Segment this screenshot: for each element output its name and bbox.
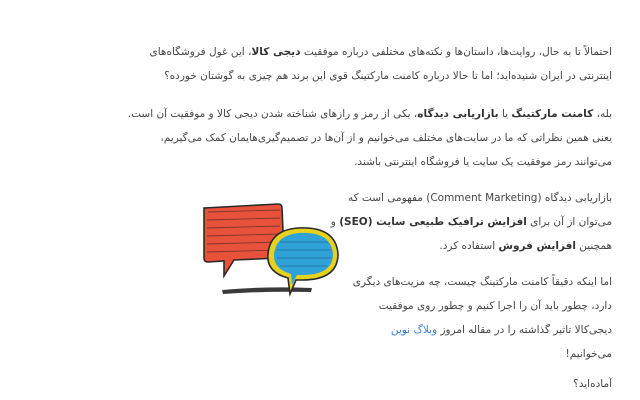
def-line-1: بازاریابی دیدگاه (Comment Marketing) مفهومی است که <box>347 192 612 204</box>
q-line-1: اما اینکه دقیقاً کامنت مارکتینگ چیست، چه مزیت‌های دیگری <box>352 276 612 288</box>
comment-marketing-fa-bold: بازاریابی دیدگاه <box>417 108 499 120</box>
ready-question: آماده‌اید؟ <box>573 378 612 390</box>
digikala-bold: دیجی کالا <box>251 46 301 58</box>
question-paragraph <box>353 270 612 366</box>
def-line-2: می‌توان از آن برای افزایش ترافیک طبیعی سایت (SEO) و <box>330 216 612 228</box>
intro-paragraph <box>150 40 612 88</box>
cm-line-3: می‌توانند رمز موفقیت یک سایت یا فروشگاه اینترنتی باشند. <box>354 156 612 168</box>
definition-paragraph <box>331 186 612 258</box>
speech-bubbles-icon <box>194 196 344 308</box>
sales-bold: افزایش فروش <box>498 240 576 252</box>
q-line-4: می‌خوانیم! <box>565 348 612 360</box>
q-line-3: دیجی‌کالا تاثیر گذاشته را در مقاله امروز وبلاگ نوین <box>390 324 612 336</box>
comment-marketing-paragraph <box>128 102 612 174</box>
intro-line-2: اینترنتی در ایران شنیده‌اید؛ اما تا حالا درباره کامنت مارکتینگ قوی این برند هم چیزی به گوشتان خورده؟ <box>164 70 612 82</box>
shadow-stroke <box>222 287 312 294</box>
q-line-2: دارد، چطور باید آن را اجرا کنیم و چطور روی موفقیت <box>378 300 612 312</box>
def-line-3: همچنین افزایش فروش استفاده کرد. <box>439 240 612 252</box>
seo-bold: افزایش ترافیک طبیعی سایت (SEO) <box>339 216 527 228</box>
cm-line-1: بله، کامنت مارکتینگ یا بازاریابی دیدگاه، یکی از رمز و رازهای شناخته شدن دیجی کالا و موفقیت آن است. <box>127 108 612 120</box>
intro-line-1: احتمالاً تا به حال، روایت‌ها، داستان‌ها و نکته‌های مختلفی درباره موفقیت دیجی کالا، این غول فروشگاه‌های <box>149 46 612 58</box>
novin-blog-link[interactable]: وبلاگ نوین <box>390 324 438 336</box>
comment-marketing-bold: کامنت مارکتینگ <box>511 108 594 120</box>
cm-line-2: یعنی همین نظراتی که ما در سایت‌های مختلف می‌خوانیم و از آن‌ها در تصمیم‌گیری‌هایمان کمک می‌گیریم، <box>160 132 612 144</box>
